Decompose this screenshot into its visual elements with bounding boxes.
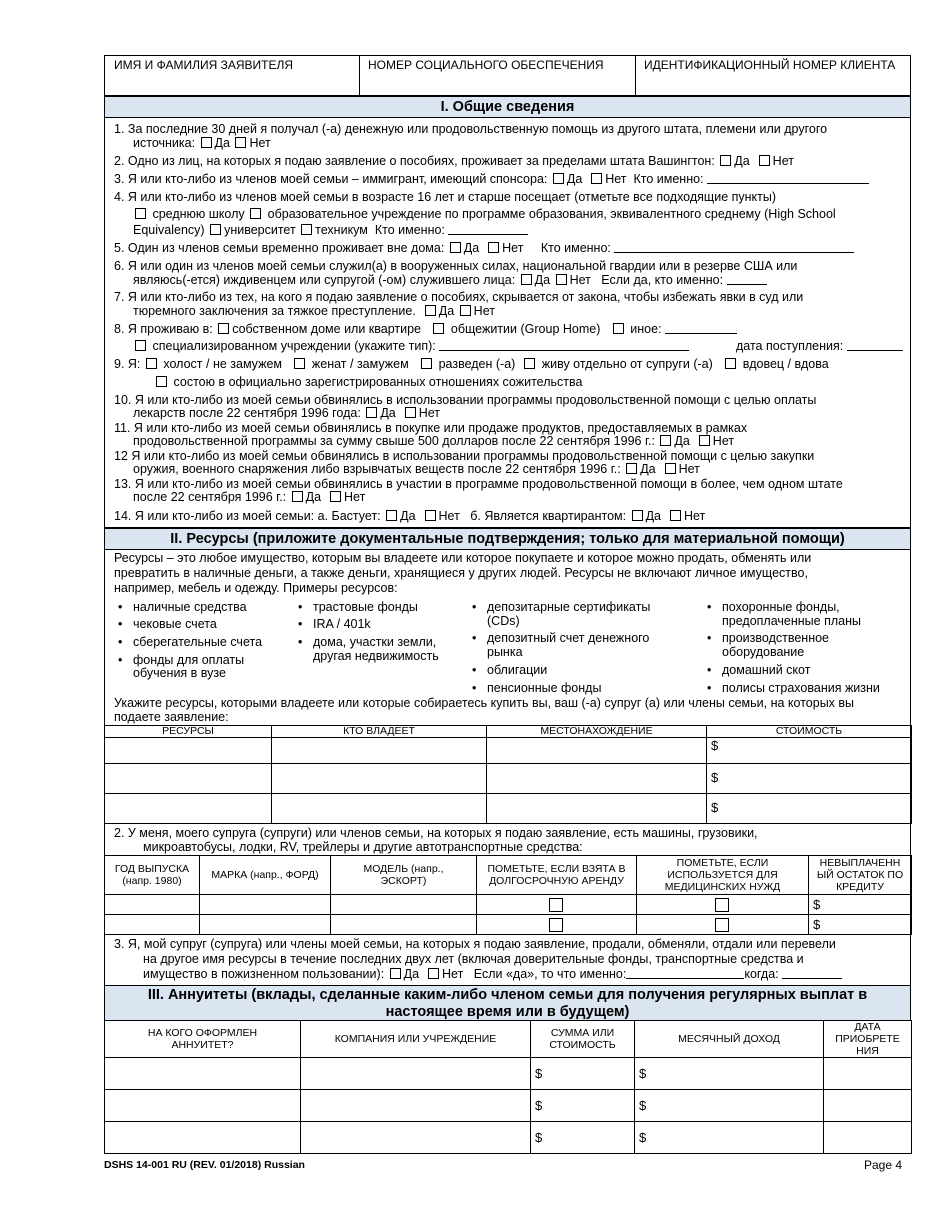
value-cell[interactable]	[707, 738, 912, 764]
annuity-owner-cell[interactable]	[105, 1058, 301, 1090]
q6-line1: 6. Я или один из членов моей семьи служил(а) в вооруженных силах, национальной гвардии или в резерве США или	[114, 259, 798, 273]
q13-line2: после 22 сентября 1996 г.: Да Нет	[133, 490, 366, 504]
example-item: • похоронные фонды,	[722, 600, 840, 614]
q14a-no-checkbox[interactable]	[425, 510, 436, 521]
purchase-date-cell[interactable]	[824, 1122, 912, 1154]
example-item-cont: рынка	[487, 645, 523, 659]
q6-yes-checkbox[interactable]	[521, 274, 532, 285]
top-fields	[104, 55, 911, 96]
model-col-header: МОДЕЛЬ (напр., ЭСКОРТ)	[331, 856, 477, 895]
lease-checkbox[interactable]	[549, 898, 563, 912]
q4-who-input[interactable]	[448, 223, 528, 235]
example-item-cont: оборудование	[722, 645, 805, 659]
owner-cell[interactable]	[272, 794, 487, 824]
q1-no-checkbox[interactable]	[235, 137, 246, 148]
q12-yes-checkbox[interactable]	[626, 463, 637, 474]
medical-cell	[637, 895, 809, 915]
s2-intro1: Ресурсы – это любое имущество, которым вы владеете или которое покупаете и которое можно продать, обменять или	[114, 551, 812, 565]
q9-partner-checkbox[interactable]	[156, 376, 167, 387]
q13-yes-checkbox[interactable]	[292, 491, 303, 502]
year-cell[interactable]	[105, 915, 200, 935]
model-cell[interactable]	[331, 895, 477, 915]
example-item-cont: другая недвижимость	[313, 649, 439, 663]
q11-line1: 11. Я или кто-либо из моей семьи обвинялись в покупке или продаже продуктов, предоставляемых в рамках	[114, 421, 748, 435]
q12-no-checkbox[interactable]	[665, 463, 676, 474]
q11-line2: продовольственной программы за сумму свыше 500 долларов после 22 сентября 1996 г.: Да Нет	[133, 434, 735, 448]
q4-equiv-checkbox[interactable]	[250, 208, 261, 219]
example-item: • дома, участки земли,	[313, 635, 436, 649]
example-item: • наличные средства	[133, 600, 247, 614]
currency-symbol: $	[535, 1066, 543, 1081]
q2-yes-checkbox[interactable]	[720, 155, 731, 166]
client-id-label: ИДЕНТИФИКАЦИОННЫЙ НОМЕР КЛИЕНТА	[644, 58, 896, 72]
currency-symbol: $	[535, 1130, 543, 1145]
owner-col-header: КТО ВЛАДЕЕТ	[272, 726, 487, 738]
q14-line: 14. Я или кто-либо из моей семьи: а. Бастует: Да Нет б. Является квартирантом: Да Нет	[114, 509, 706, 523]
q10-line1: 10. Я или кто-либо из моей семьи обвинялись в использовании программы продовольственной помощи с целью оплаты	[114, 393, 817, 407]
q9-divorced-checkbox[interactable]	[421, 358, 432, 369]
q10-line2: лекарств после 22 сентября 1996 года: Да Нет	[133, 406, 440, 420]
s2-intro2: превратить в наличные деньги, а также деньги, хранящиеся у других людей. Ресурсы не включают личное имущество,	[114, 566, 808, 580]
balance-cell[interactable]	[809, 915, 912, 935]
value-col-header: СТОИМОСТЬ	[707, 726, 912, 738]
q3-who-input[interactable]	[707, 172, 869, 184]
form-id: DSHS 14-001 RU (REV. 01/2018) Russian	[104, 1159, 305, 1171]
q4-line1: 4. Я или кто-либо из членов моей семьи в возрасте 16 лет и старше посещает (отметьте все подходящие пункты)	[114, 190, 777, 204]
example-item: • IRA / 401k	[313, 617, 371, 631]
q6-who-input[interactable]	[727, 273, 767, 285]
lease-cell	[477, 915, 637, 935]
s2-q3-yes-checkbox[interactable]	[390, 968, 401, 979]
currency-symbol: $	[813, 897, 821, 912]
section3-title-line1: III. Аннуитеты (вклады, сделанные каким-либо членом семьи для получения регулярных выплат в	[147, 987, 868, 1003]
resources-table	[104, 725, 912, 824]
q14a-yes-checkbox[interactable]	[386, 510, 397, 521]
q3-yes-checkbox[interactable]	[553, 173, 564, 184]
ssn-field[interactable]	[359, 56, 636, 95]
q9-separated-checkbox[interactable]	[524, 358, 535, 369]
example-item-cont: (CDs)	[487, 614, 520, 628]
q1-yes-checkbox[interactable]	[201, 137, 212, 148]
q3-line: 3. Я или кто-либо из членов моей семьи – иммигрант, имеющий спонсора: Да Нет Кто именно:	[114, 172, 869, 187]
s2-q2-line2: микроавтобусы, лодки, RV, трейлеры и другие автотранспортные средства:	[143, 840, 583, 854]
q5-line: 5. Один из членов семьи временно проживает вне дома: Да Нет Кто именно:	[114, 241, 854, 256]
s2-q3-line1: 3. Я, мой супруг (супруга) или члены моей семьи, на которых я подаю заявление, продали, обменяли, отдали или перевели	[114, 937, 836, 951]
q4-line2: среднюю школу образовательное учреждение по программе образования, эквивалентного среднему (High School	[133, 207, 836, 222]
vehicles-table	[104, 855, 912, 935]
currency-symbol: $	[711, 738, 719, 753]
q8-date: дата поступления:	[736, 339, 903, 354]
make-cell[interactable]	[200, 915, 331, 935]
q8-other-checkbox[interactable]	[613, 323, 624, 334]
owner-cell[interactable]	[272, 764, 487, 794]
q6-no-checkbox[interactable]	[556, 274, 567, 285]
section3-header	[104, 985, 911, 1021]
value-cell[interactable]	[707, 794, 912, 824]
s2-q2-line1: 2. У меня, моего супруга (супруги) или членов семьи, на которых я подаю заявление, есть машины, грузовики,	[114, 826, 758, 840]
q7-yes-checkbox[interactable]	[425, 305, 436, 316]
q14b-yes-checkbox[interactable]	[632, 510, 643, 521]
q4-tech-checkbox[interactable]	[301, 224, 312, 235]
lease-col-header: ПОМЕТЬТЕ, ЕСЛИ ВЗЯТА В ДОЛГОСРОЧНУЮ АРЕНДУ	[477, 856, 637, 895]
resource-cell[interactable]	[105, 738, 272, 764]
q8-date-input[interactable]	[847, 339, 903, 351]
q12-line2: оружия, военного снаряжения либо взрывчатых веществ после 22 сентября 1996 г.: Да Нет	[133, 462, 700, 476]
q9-line2: состою в официально зарегистрированных отношениях сожительства	[154, 375, 582, 390]
resources-col-header: РЕСУРСЫ	[105, 726, 272, 738]
model-cell[interactable]	[331, 915, 477, 935]
q1-line2: источника: Да Нет	[133, 136, 271, 150]
currency-symbol: $	[639, 1130, 647, 1145]
q8-line2: специализированном учреждении (укажите тип):	[133, 339, 689, 354]
purchase-date-cell[interactable]	[824, 1058, 912, 1090]
amount-cell[interactable]	[531, 1058, 635, 1090]
q7-no-checkbox[interactable]	[460, 305, 471, 316]
applicant-name-field[interactable]	[105, 56, 360, 95]
monthly-income-cell[interactable]	[635, 1090, 824, 1122]
example-item: • депозитный счет денежного	[487, 631, 649, 645]
owner-cell[interactable]	[272, 738, 487, 764]
resource-cell[interactable]	[105, 794, 272, 824]
make-cell[interactable]	[200, 895, 331, 915]
example-item: • полисы страхования жизни	[722, 681, 880, 695]
q7-line2: тюремного заключения за тяжкое преступление. Да Нет	[133, 304, 495, 318]
monthly-income-cell[interactable]	[635, 1058, 824, 1090]
medical-col-header: ПОМЕТЬТЕ, ЕСЛИ ИСПОЛЬЗУЕТСЯ ДЛЯ МЕДИЦИНСКИХ НУЖД	[637, 856, 809, 895]
balance-col-header: НЕВЫПЛАЧЕНН ЫЙ ОСТАТОК ПО КРЕДИТУ	[809, 856, 912, 895]
q4-line3: Equivalency) университет техникум Кто именно:	[133, 223, 528, 238]
client-id-field[interactable]	[635, 56, 910, 95]
q9-line1: 9. Я: холост / не замужем женат / замужем разведен (-а) живу отдельно от супруги (-а) вдовец / вдова	[114, 357, 829, 371]
example-item-cont: обучения в вузе	[133, 666, 226, 680]
ssn-label: НОМЕР СОЦИАЛЬНОГО ОБЕСПЕЧЕНИЯ	[368, 58, 604, 72]
monthly-income-cell[interactable]	[635, 1122, 824, 1154]
q8-own-checkbox[interactable]	[218, 323, 229, 334]
company-cell[interactable]	[301, 1058, 531, 1090]
q5-no-checkbox[interactable]	[488, 242, 499, 253]
q13-no-checkbox[interactable]	[330, 491, 341, 502]
q2-no-checkbox[interactable]	[759, 155, 770, 166]
q1-line1: 1. За последние 30 дней я получал (-а) денежную или продовольственную помощь из другого штата, племени или другого	[114, 122, 828, 136]
lease-checkbox[interactable]	[549, 918, 563, 932]
make-col-header: МАРКА (напр., ФОРД)	[200, 856, 331, 895]
currency-symbol: $	[639, 1066, 647, 1081]
s2-q3-what-input[interactable]	[626, 967, 744, 979]
location-col-header: МЕСТОНАХОЖДЕНИЕ	[487, 726, 707, 738]
example-item: • пенсионные фонды	[487, 681, 601, 695]
value-cell[interactable]	[707, 764, 912, 794]
annuity-owner-cell[interactable]	[105, 1122, 301, 1154]
currency-symbol: $	[535, 1098, 543, 1113]
q7-line1: 7. Я или кто-либо из тех, на кого я подаю заявление о пособиях, скрывается от закона, чтобы избежать явки в суд или	[114, 290, 804, 304]
medical-cell	[637, 915, 809, 935]
q8-line1: 8. Я проживаю в: собственном доме или квартире общежитии (Group Home) иное:	[114, 322, 737, 337]
q10-no-checkbox[interactable]	[405, 407, 416, 418]
annuity-owner-col-header: НА КОГО ОФОРМЛЕН АННУИТЕТ?	[105, 1021, 301, 1058]
q4-school-checkbox[interactable]	[135, 208, 146, 219]
currency-symbol: $	[639, 1098, 647, 1113]
company-col-header: КОМПАНИЯ ИЛИ УЧРЕЖДЕНИЕ	[301, 1021, 531, 1058]
purchase-date-col-header: ДАТА ПРИОБРЕТЕ НИЯ	[824, 1021, 912, 1058]
q6-line2: являюсь(-ется) иждивенцем или супругой (-ом) служившего лица: Да Нет Если да, кто именно:	[133, 273, 767, 288]
q3-no-checkbox[interactable]	[591, 173, 602, 184]
s2-list-intro2: подаете заявление:	[114, 710, 229, 724]
section1-header	[104, 96, 911, 118]
example-item-cont: предоплаченные планы	[722, 614, 861, 628]
annuity-owner-cell[interactable]	[105, 1090, 301, 1122]
s2-q3-line2: на другое имя ресурсы в течение последних двух лет (включая доверительные фонды, транспортные средства и	[143, 952, 804, 966]
example-item: • производственное	[722, 631, 829, 645]
q10-yes-checkbox[interactable]	[366, 407, 377, 418]
currency-symbol: $	[711, 800, 719, 815]
q13-line1: 13. Я или кто-либо из моей семьи обвинялись в участии в программе продовольственной помощи в более, чем одном штате	[114, 477, 843, 491]
q5-yes-checkbox[interactable]	[450, 242, 461, 253]
year-col-header: ГОД ВЫПУСКА (напр. 1980)	[105, 856, 200, 895]
section3-title-line2: настоящее время или в будущем)	[385, 1004, 630, 1020]
resource-cell[interactable]	[105, 764, 272, 794]
s2-q3-no-checkbox[interactable]	[428, 968, 439, 979]
example-item: • трастовые фонды	[313, 600, 418, 614]
example-item: • фонды для оплаты	[133, 653, 244, 667]
q8-inst-checkbox[interactable]	[135, 340, 146, 351]
example-item: • депозитарные сертификаты	[487, 600, 650, 614]
monthly-income-col-header: МЕСЯЧНЫЙ ДОХОД	[635, 1021, 824, 1058]
company-cell[interactable]	[301, 1122, 531, 1154]
example-item: • облигации	[487, 663, 547, 677]
q9-single-checkbox[interactable]	[146, 358, 157, 369]
currency-symbol: $	[711, 770, 719, 785]
medical-checkbox[interactable]	[715, 918, 729, 932]
q9-widowed-checkbox[interactable]	[725, 358, 736, 369]
annuities-table	[104, 1020, 912, 1154]
section2-header	[104, 528, 911, 550]
lease-cell	[477, 895, 637, 915]
balance-cell[interactable]	[809, 895, 912, 915]
q8-inst-input[interactable]	[439, 339, 689, 351]
amount-col-header: СУММА ИЛИ СТОИМОСТЬ	[531, 1021, 635, 1058]
q8-other-input[interactable]	[665, 322, 737, 334]
purchase-date-cell[interactable]	[824, 1090, 912, 1122]
s2-q3-when-input[interactable]	[782, 967, 842, 979]
example-item: • чековые счета	[133, 617, 217, 631]
q2-line: 2. Одно из лиц, на которых я подаю заявление о пособиях, проживает за пределами штата Вашингтон: Да Нет	[114, 154, 794, 168]
amount-cell[interactable]	[531, 1090, 635, 1122]
example-item: • сберегательные счета	[133, 635, 262, 649]
year-cell[interactable]	[105, 895, 200, 915]
location-cell[interactable]	[487, 738, 707, 764]
q11-no-checkbox[interactable]	[699, 435, 710, 446]
currency-symbol: $	[813, 917, 821, 932]
page-number: Page 4	[864, 1158, 903, 1172]
company-cell[interactable]	[301, 1090, 531, 1122]
location-cell[interactable]	[487, 794, 707, 824]
q4-uni-checkbox[interactable]	[210, 224, 221, 235]
q8-group-checkbox[interactable]	[433, 323, 444, 334]
example-item: • домашний скот	[722, 663, 810, 677]
s2-list-intro1: Укажите ресурсы, которыми владеете или которые собираетесь купить вы, ваш (-а) супруг (а) или члены семьи, на которых вы	[114, 696, 855, 710]
q5-who-input[interactable]	[614, 241, 854, 253]
medical-checkbox[interactable]	[715, 898, 729, 912]
section1-title: I. Общие сведения	[440, 99, 575, 115]
q12-line1: 12 Я или кто-либо из моей семьи обвинялись в использовании программы продовольственной помощи с целью закупки	[114, 449, 815, 463]
amount-cell[interactable]	[531, 1122, 635, 1154]
s2-q3-line3: имущество в пожизненном пользовании): Да Нет Если «да», то что именно: когда:	[143, 967, 842, 982]
q14b-no-checkbox[interactable]	[670, 510, 681, 521]
q11-yes-checkbox[interactable]	[660, 435, 671, 446]
s2-intro3: например, мебель и одежду. Примеры ресурсов:	[114, 581, 398, 595]
applicant-name-label: ИМЯ И ФАМИЛИЯ ЗАЯВИТЕЛЯ	[114, 58, 293, 72]
section2-title: II. Ресурсы (приложите документальные подтверждения; только для материальной помощи)	[170, 531, 845, 547]
location-cell[interactable]	[487, 764, 707, 794]
q9-married-checkbox[interactable]	[294, 358, 305, 369]
